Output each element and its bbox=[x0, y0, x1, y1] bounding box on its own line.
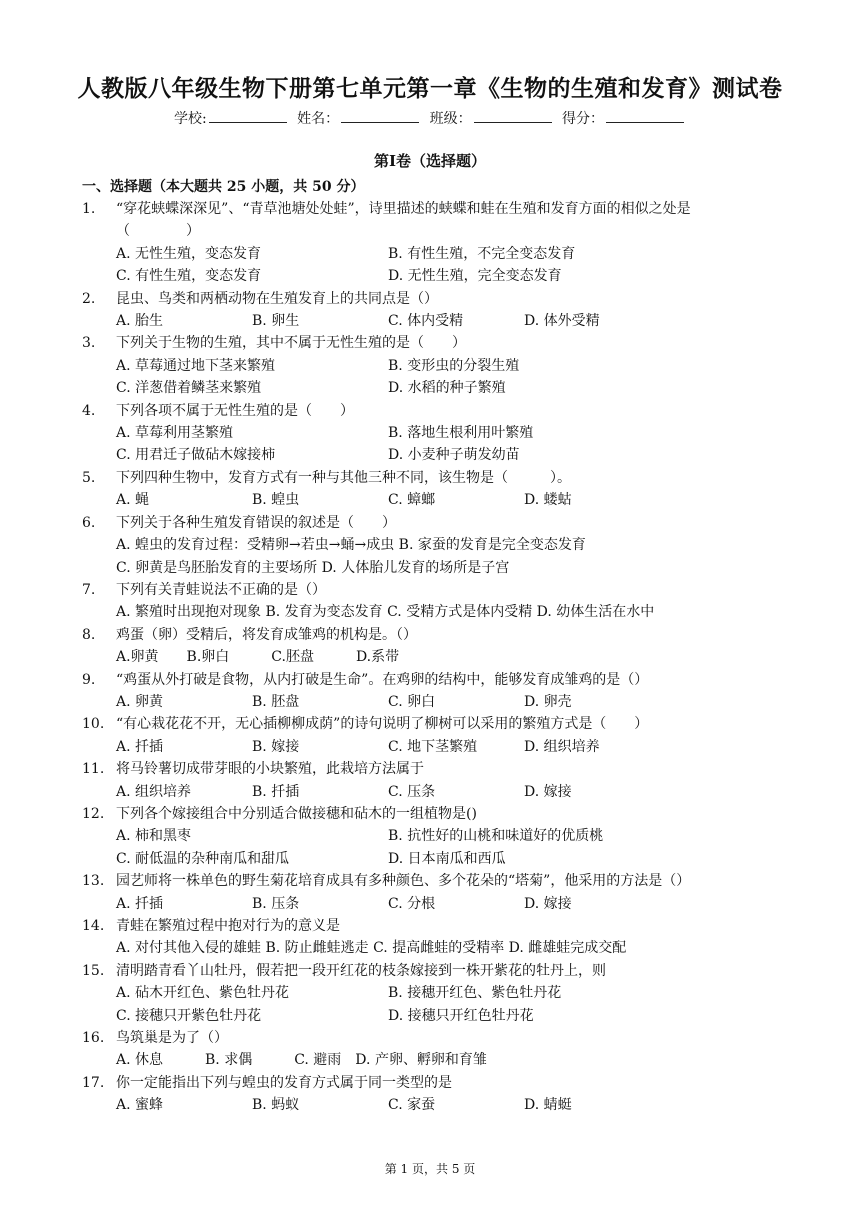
option-c: C. 地下茎繁殖 bbox=[388, 738, 478, 755]
question-text: 青蛙在繁殖过程中抱对行为的意义是 bbox=[116, 918, 340, 934]
option-c: C. 体内受精 bbox=[388, 313, 464, 330]
question-text: 鸟筑巢是为了（） bbox=[116, 1030, 228, 1047]
question-stem bbox=[82, 758, 782, 780]
option-d: D. 接穗只开红色牡丹花 bbox=[388, 1007, 534, 1024]
option-a: A. 蜜蜂 bbox=[116, 1097, 164, 1114]
question-stem bbox=[82, 713, 782, 735]
question-stem bbox=[82, 332, 782, 354]
option-c: C. 卵白 bbox=[388, 693, 436, 710]
question-number: 17. bbox=[82, 1074, 105, 1091]
option-group bbox=[82, 1094, 782, 1116]
option-d: D. 水稻的种子繁殖 bbox=[388, 380, 506, 397]
option-b: B. 有性生殖，不完全变态发育 bbox=[388, 245, 576, 262]
option-d: D. 蝼蛄 bbox=[524, 492, 572, 509]
option-line: A.卵黄 B.卵白 C.胚盘 D.系带 bbox=[116, 649, 400, 666]
option-c: C. 用君迁子做砧木嫁接柿 bbox=[116, 447, 276, 464]
option-a: A. 砧木开红色、紫色牡丹花 bbox=[116, 985, 290, 1002]
question-text: 下列各个嫁接组合中分别适合做接穗和砧木的一组植物是() bbox=[116, 805, 477, 822]
page-footer: 第 1 页，共 5 页 bbox=[384, 1162, 476, 1176]
option-c: C. 接穗只开紫色牡丹花 bbox=[116, 1007, 262, 1024]
question-item bbox=[82, 803, 782, 870]
question-stem bbox=[82, 400, 782, 422]
option-group bbox=[82, 691, 782, 713]
option-group bbox=[82, 422, 782, 467]
option-d: D. 嫁接 bbox=[524, 783, 572, 800]
question-item bbox=[82, 713, 782, 758]
option-b: B. 变形虫的分裂生殖 bbox=[388, 357, 520, 374]
option-c: C. 压条 bbox=[388, 783, 436, 800]
option-b: B. 蝗虫 bbox=[252, 492, 300, 509]
question-stem bbox=[82, 1027, 782, 1049]
question-text: 园艺师将一株单色的野生菊花培育成具有多种颜色、多个花朵的“塔菊”，他采用的方法是（） bbox=[116, 873, 691, 890]
option-d: D. 卵壳 bbox=[524, 693, 572, 710]
name-label: 姓名： bbox=[297, 111, 340, 127]
question-number: 14. bbox=[82, 918, 105, 934]
option-d: D. 无性生殖，完全变态发育 bbox=[388, 268, 562, 285]
option-b: B. 卵生 bbox=[252, 313, 300, 330]
question-text: 下列关于生物的生殖，其中不属于无性生殖的是（ ） bbox=[116, 335, 466, 352]
question-text: 下列有关青蛙说法不正确的是（） bbox=[116, 581, 326, 598]
option-line: A. 休息 B. 求偶 C. 避雨 D. 产卵、孵卵和育雏 bbox=[116, 1052, 487, 1069]
question-item bbox=[82, 870, 782, 915]
question-item bbox=[82, 288, 782, 333]
paper-title: 人教版八年级生物下册第七单元第一章《生物的生殖和发育》测试卷 bbox=[77, 75, 783, 102]
option-d: D. 日本南瓜和西瓜 bbox=[388, 850, 506, 867]
question-number: 8. bbox=[82, 626, 96, 643]
question-number: 9. bbox=[82, 671, 96, 688]
question-number: 5. bbox=[82, 469, 96, 486]
question-item bbox=[82, 960, 782, 1027]
option-a: A. 柿和黑枣 bbox=[116, 828, 192, 845]
question-stem bbox=[82, 960, 782, 982]
question-stem bbox=[82, 512, 782, 534]
question-text: “穿花蛱蝶深深见”、“青草池塘处处蛙”，诗里描述的蛱蝶和蛙在生殖和发育方面的相似之处是 bbox=[116, 201, 691, 217]
option-b: B. 抗性好的山桃和味道好的优质桃 bbox=[388, 828, 604, 845]
question-item bbox=[82, 467, 782, 512]
option-a: A. 组织培养 bbox=[116, 783, 192, 800]
option-a: A. 扦插 bbox=[116, 895, 164, 912]
option-b: B. 胚盘 bbox=[252, 693, 300, 710]
question-stem bbox=[82, 669, 782, 691]
question-number: 12. bbox=[82, 805, 105, 822]
option-a: A. 无性生殖，变态发育 bbox=[116, 245, 262, 262]
option-group bbox=[82, 781, 782, 803]
score-label: 得分： bbox=[562, 111, 605, 127]
question-number: 7. bbox=[82, 581, 96, 598]
option-c: C. 分根 bbox=[388, 895, 436, 912]
option-group bbox=[82, 982, 782, 1027]
question-number: 6. bbox=[82, 514, 96, 531]
option-group bbox=[82, 489, 782, 511]
question-number: 4. bbox=[82, 402, 96, 419]
question-stem bbox=[82, 870, 782, 892]
option-a: A. 扦插 bbox=[116, 738, 164, 755]
student-info-line bbox=[0, 108, 860, 128]
option-line: A. 繁殖时出现抱对现象 B. 发育为变态发育 C. 受精方式是体内受精 D. 幼体生活在水中 bbox=[116, 604, 655, 621]
option-c: C. 蟑螂 bbox=[388, 492, 436, 509]
question-text: 下列关于各种生殖发育错误的叙述是（ ） bbox=[116, 514, 396, 531]
option-d: D. 嫁接 bbox=[524, 895, 572, 912]
question-item bbox=[82, 915, 782, 960]
question-number: 1. bbox=[82, 201, 96, 217]
question-number: 11. bbox=[82, 761, 105, 778]
option-d: D. 小麦种子萌发幼苗 bbox=[388, 447, 520, 464]
question-stem bbox=[82, 288, 782, 310]
question-stem bbox=[82, 467, 782, 489]
option-a: A. 胎生 bbox=[116, 313, 164, 330]
question-number: 2. bbox=[82, 290, 96, 307]
option-b: B. 落地生根利用叶繁殖 bbox=[388, 425, 534, 442]
question-text: “有心栽花花不开，无心插柳柳成荫”的诗句说明了柳树可以采用的繁殖方式是（ ） bbox=[116, 716, 649, 733]
option-c: C. 耐低温的杂种南瓜和甜瓜 bbox=[116, 850, 290, 867]
question-stem bbox=[82, 803, 782, 825]
option-group bbox=[82, 310, 782, 332]
option-d: D. 体外受精 bbox=[524, 313, 600, 330]
question-text: “鸡蛋从外打破是食物，从内打破是生命”。在鸡卵的结构中，能够发育成雏鸡的是（） bbox=[116, 671, 649, 688]
option-line: C. 卵黄是鸟胚胎发育的主要场所 D. 人体胎儿发育的场所是子宫 bbox=[116, 559, 510, 576]
question-item bbox=[82, 758, 782, 803]
option-group bbox=[82, 243, 782, 288]
question-list bbox=[82, 198, 782, 1117]
section-title: 第Ⅰ卷（选择题） bbox=[373, 152, 487, 170]
class-blank bbox=[474, 110, 552, 123]
option-d: D. 组织培养 bbox=[524, 738, 600, 755]
question-number: 3. bbox=[82, 335, 96, 352]
option-c: C. 家蚕 bbox=[388, 1097, 436, 1114]
question-number: 16. bbox=[82, 1030, 105, 1047]
question-item bbox=[82, 400, 782, 467]
question-stem bbox=[82, 915, 782, 937]
question-text: 下列各项不属于无性生殖的是（ ） bbox=[116, 402, 354, 419]
option-c: C. 洋葱借着鳞茎来繁殖 bbox=[116, 380, 262, 397]
name-blank bbox=[341, 110, 419, 123]
option-group bbox=[82, 736, 782, 758]
question-item bbox=[82, 1027, 782, 1072]
option-group bbox=[82, 355, 782, 400]
option-a: A. 蝇 bbox=[116, 492, 150, 509]
question-text: 下列四种生物中，发育方式有一种与其他三种不同，该生物是（ ）。 bbox=[116, 469, 571, 486]
option-c: C. 有性生殖，变态发育 bbox=[116, 268, 262, 285]
question-stem bbox=[82, 624, 782, 646]
question-item bbox=[82, 198, 782, 288]
question-item bbox=[82, 579, 782, 624]
option-group bbox=[82, 825, 782, 870]
question-item bbox=[82, 624, 782, 669]
question-number: 15. bbox=[82, 962, 105, 979]
option-b: B. 蚂蚁 bbox=[252, 1097, 300, 1114]
question-item bbox=[82, 1072, 782, 1117]
question-text: 鸡蛋（卵）受精后，将发育成雏鸡的机构是。（） bbox=[116, 626, 417, 643]
question-text: 将马铃薯切成带芽眼的小块繁殖，此栽培方法属于 bbox=[116, 761, 424, 778]
answer-bracket: （ ） bbox=[116, 223, 200, 240]
question-item bbox=[82, 512, 782, 579]
question-item bbox=[82, 332, 782, 399]
option-a: A. 草莓利用茎繁殖 bbox=[116, 425, 234, 442]
school-label: 学校: bbox=[173, 111, 207, 127]
school-blank bbox=[209, 110, 287, 123]
option-group bbox=[82, 893, 782, 915]
question-stem bbox=[82, 198, 782, 220]
option-b: B. 扦插 bbox=[252, 783, 300, 800]
option-a: A. 卵黄 bbox=[116, 693, 164, 710]
option-b: B. 压条 bbox=[252, 895, 300, 912]
question-text: 你一定能指出下列与蝗虫的发育方式属于同一类型的是 bbox=[116, 1074, 452, 1091]
question-number: 13. bbox=[82, 873, 105, 890]
question-stem bbox=[82, 1072, 782, 1094]
question-text: 昆虫、鸟类和两栖动物在生殖发育上的共同点是（） bbox=[116, 290, 438, 307]
option-d: D. 蜻蜓 bbox=[524, 1097, 572, 1114]
score-blank bbox=[606, 110, 684, 123]
class-label: 班级： bbox=[429, 111, 472, 127]
question-stem bbox=[82, 579, 782, 601]
option-b: B. 嫁接 bbox=[252, 738, 300, 755]
option-line: A. 对付其他入侵的雄蛙 B. 防止雌蛙逃走 C. 提高雌蛙的受精率 D. 雌雄蛙完成交配 bbox=[116, 940, 627, 957]
question-number: 10. bbox=[82, 716, 105, 733]
option-line: A. 蝗虫的发育过程：受精卵→若虫→蛹→成虫 B. 家蚕的发育是完全变态发育 bbox=[116, 537, 586, 554]
option-a: A. 草莓通过地下茎来繁殖 bbox=[116, 357, 276, 374]
question-text: 清明踏青看丫山牡丹，假若把一段开红花的枝条嫁接到一株开紫花的牡丹上，则 bbox=[116, 962, 606, 979]
question-item bbox=[82, 669, 782, 714]
part-title: 一、选择题（本大题共 25 小题，共 50 分） bbox=[82, 179, 365, 195]
option-b: B. 接穗开红色、紫色牡丹花 bbox=[388, 985, 562, 1002]
